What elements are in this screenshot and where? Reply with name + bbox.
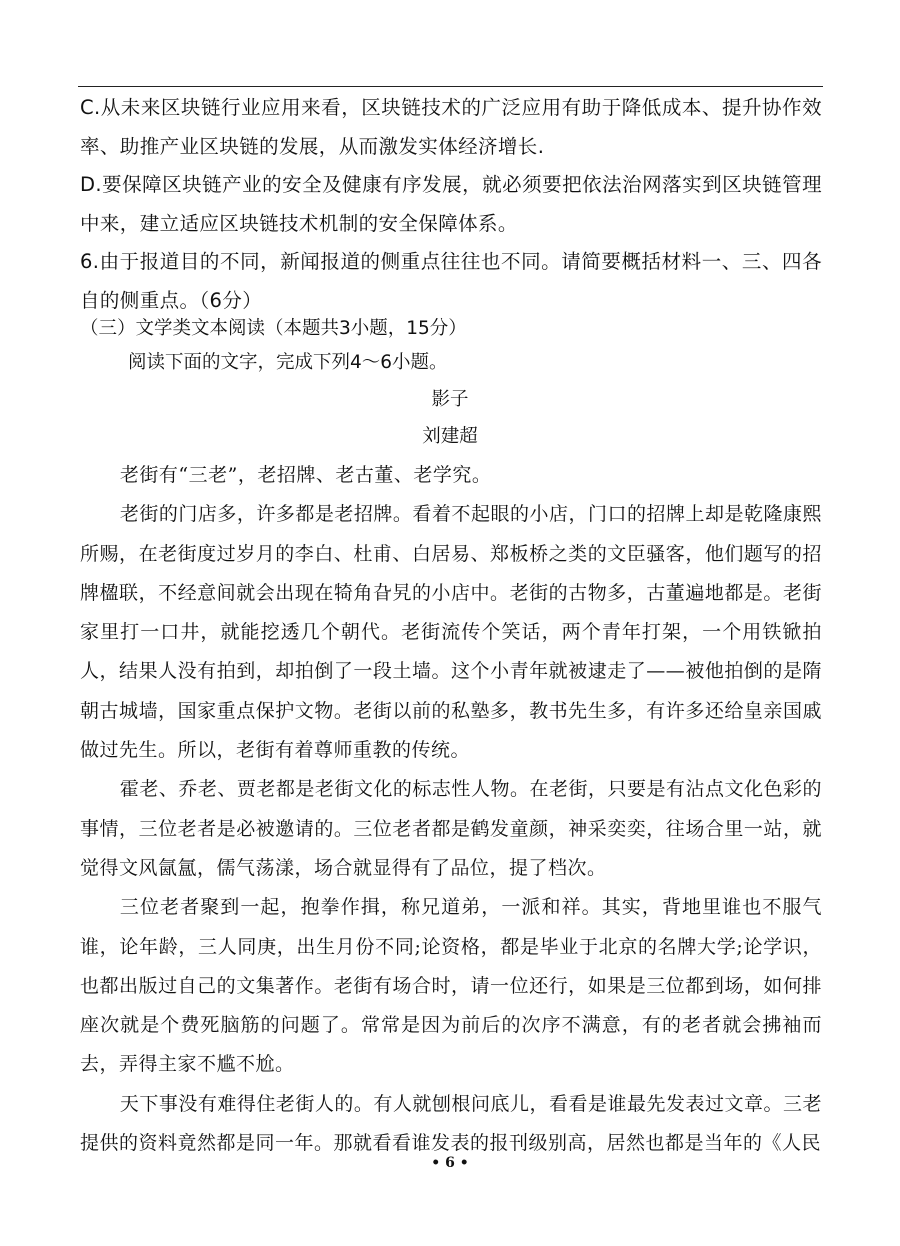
section-heading: （三）文学类文本阅读（本题共3小题，15分） <box>80 318 467 339</box>
story-title: 影子 <box>431 389 469 410</box>
story-paragraph: 老街有“三老”，老招牌、老古董、老学究。 <box>119 464 492 486</box>
option-c: C.从未来区块链行业应用来看，区块链技术的广泛应用有助于降低成本、提升协作效率、助推产业区块链的发展，从而激发实体经济增长. <box>80 96 822 158</box>
page-number: • 6 • <box>431 1155 469 1171</box>
story-paragraph: 霍老、乔老、贾老都是老街文化的标志性人物。在老街，只要是有沾点文化色彩的事情，三位老者是必被邀请的。三位老者都是鹤发童颜，神采奕奕，往场合里一站，就觉得文风氤氲，儒气荡漾，场合就显得有了品位，提了档次。 <box>80 778 822 879</box>
reading-instruction: 阅读下面的文字，完成下列4～6小题。 <box>128 352 448 373</box>
story-paragraph: 老街的门店多，许多都是老招牌。看着不起眼的小店，门口的招牌上却是乾隆康熙所赐，在老街度过岁月的李白、杜甫、白居易、郑板桥之类的文臣骚客，他们题写的招牌楹联，不经意间就会出现在犄角旮旯的小店中。老街的古物多，古董遍地都是。老街家里打一口井，就能挖透几个朝代。老街流传个笑话，两个青年打架，一个用铁锨拍人，结果人没有拍到，却拍倒了一段土墙。这个小青年就被逮走了——被他拍倒的是隋朝古城墙，国家重点保护文物。老街以前的私塾多，教书先生多，有许多还给皇亲国戚做过先生。所以，老街有着尊师重教的传统。 <box>80 503 822 762</box>
option-d: D.要保障区块链产业的安全及健康有序发展，就必须要把依法治网落实到区块链管理中来，建立适应区块链技术机制的安全保障体系。 <box>80 173 822 235</box>
story-author: 刘建超 <box>422 426 478 447</box>
story-paragraph: 天下事没有难得住老街人的。有人就刨根问底儿，看看是谁最先发表过文章。三老提供的资料竟然都是同一年。那就看看谁发表的报刊级别高，居然也都是当年的《人民 <box>80 1092 822 1155</box>
question-6: 6.由于报道目的不同，新闻报道的侧重点往往也不同。请简要概括材料一、三、四各自的侧重点。（6分） <box>80 250 822 312</box>
header-rule <box>78 86 823 87</box>
story-body <box>80 456 822 1163</box>
questions-block <box>80 89 822 320</box>
story-paragraph: 三位老者聚到一起，抱拳作揖，称兄道弟，一派和祥。其实，背地里谁也不服气谁，论年龄，三人同庚，出生月份不同;论资格，都是毕业于北京的名牌大学;论学识，也都出版过自己的文集著作。老街有场合时，请一位还行，如果是三位都到场，如何排座次就是个费死脑筋的问题了。常常是因为前后的次序不满意，有的老者就会拂袖而去，弄得主家不尴不尬。 <box>80 896 822 1076</box>
